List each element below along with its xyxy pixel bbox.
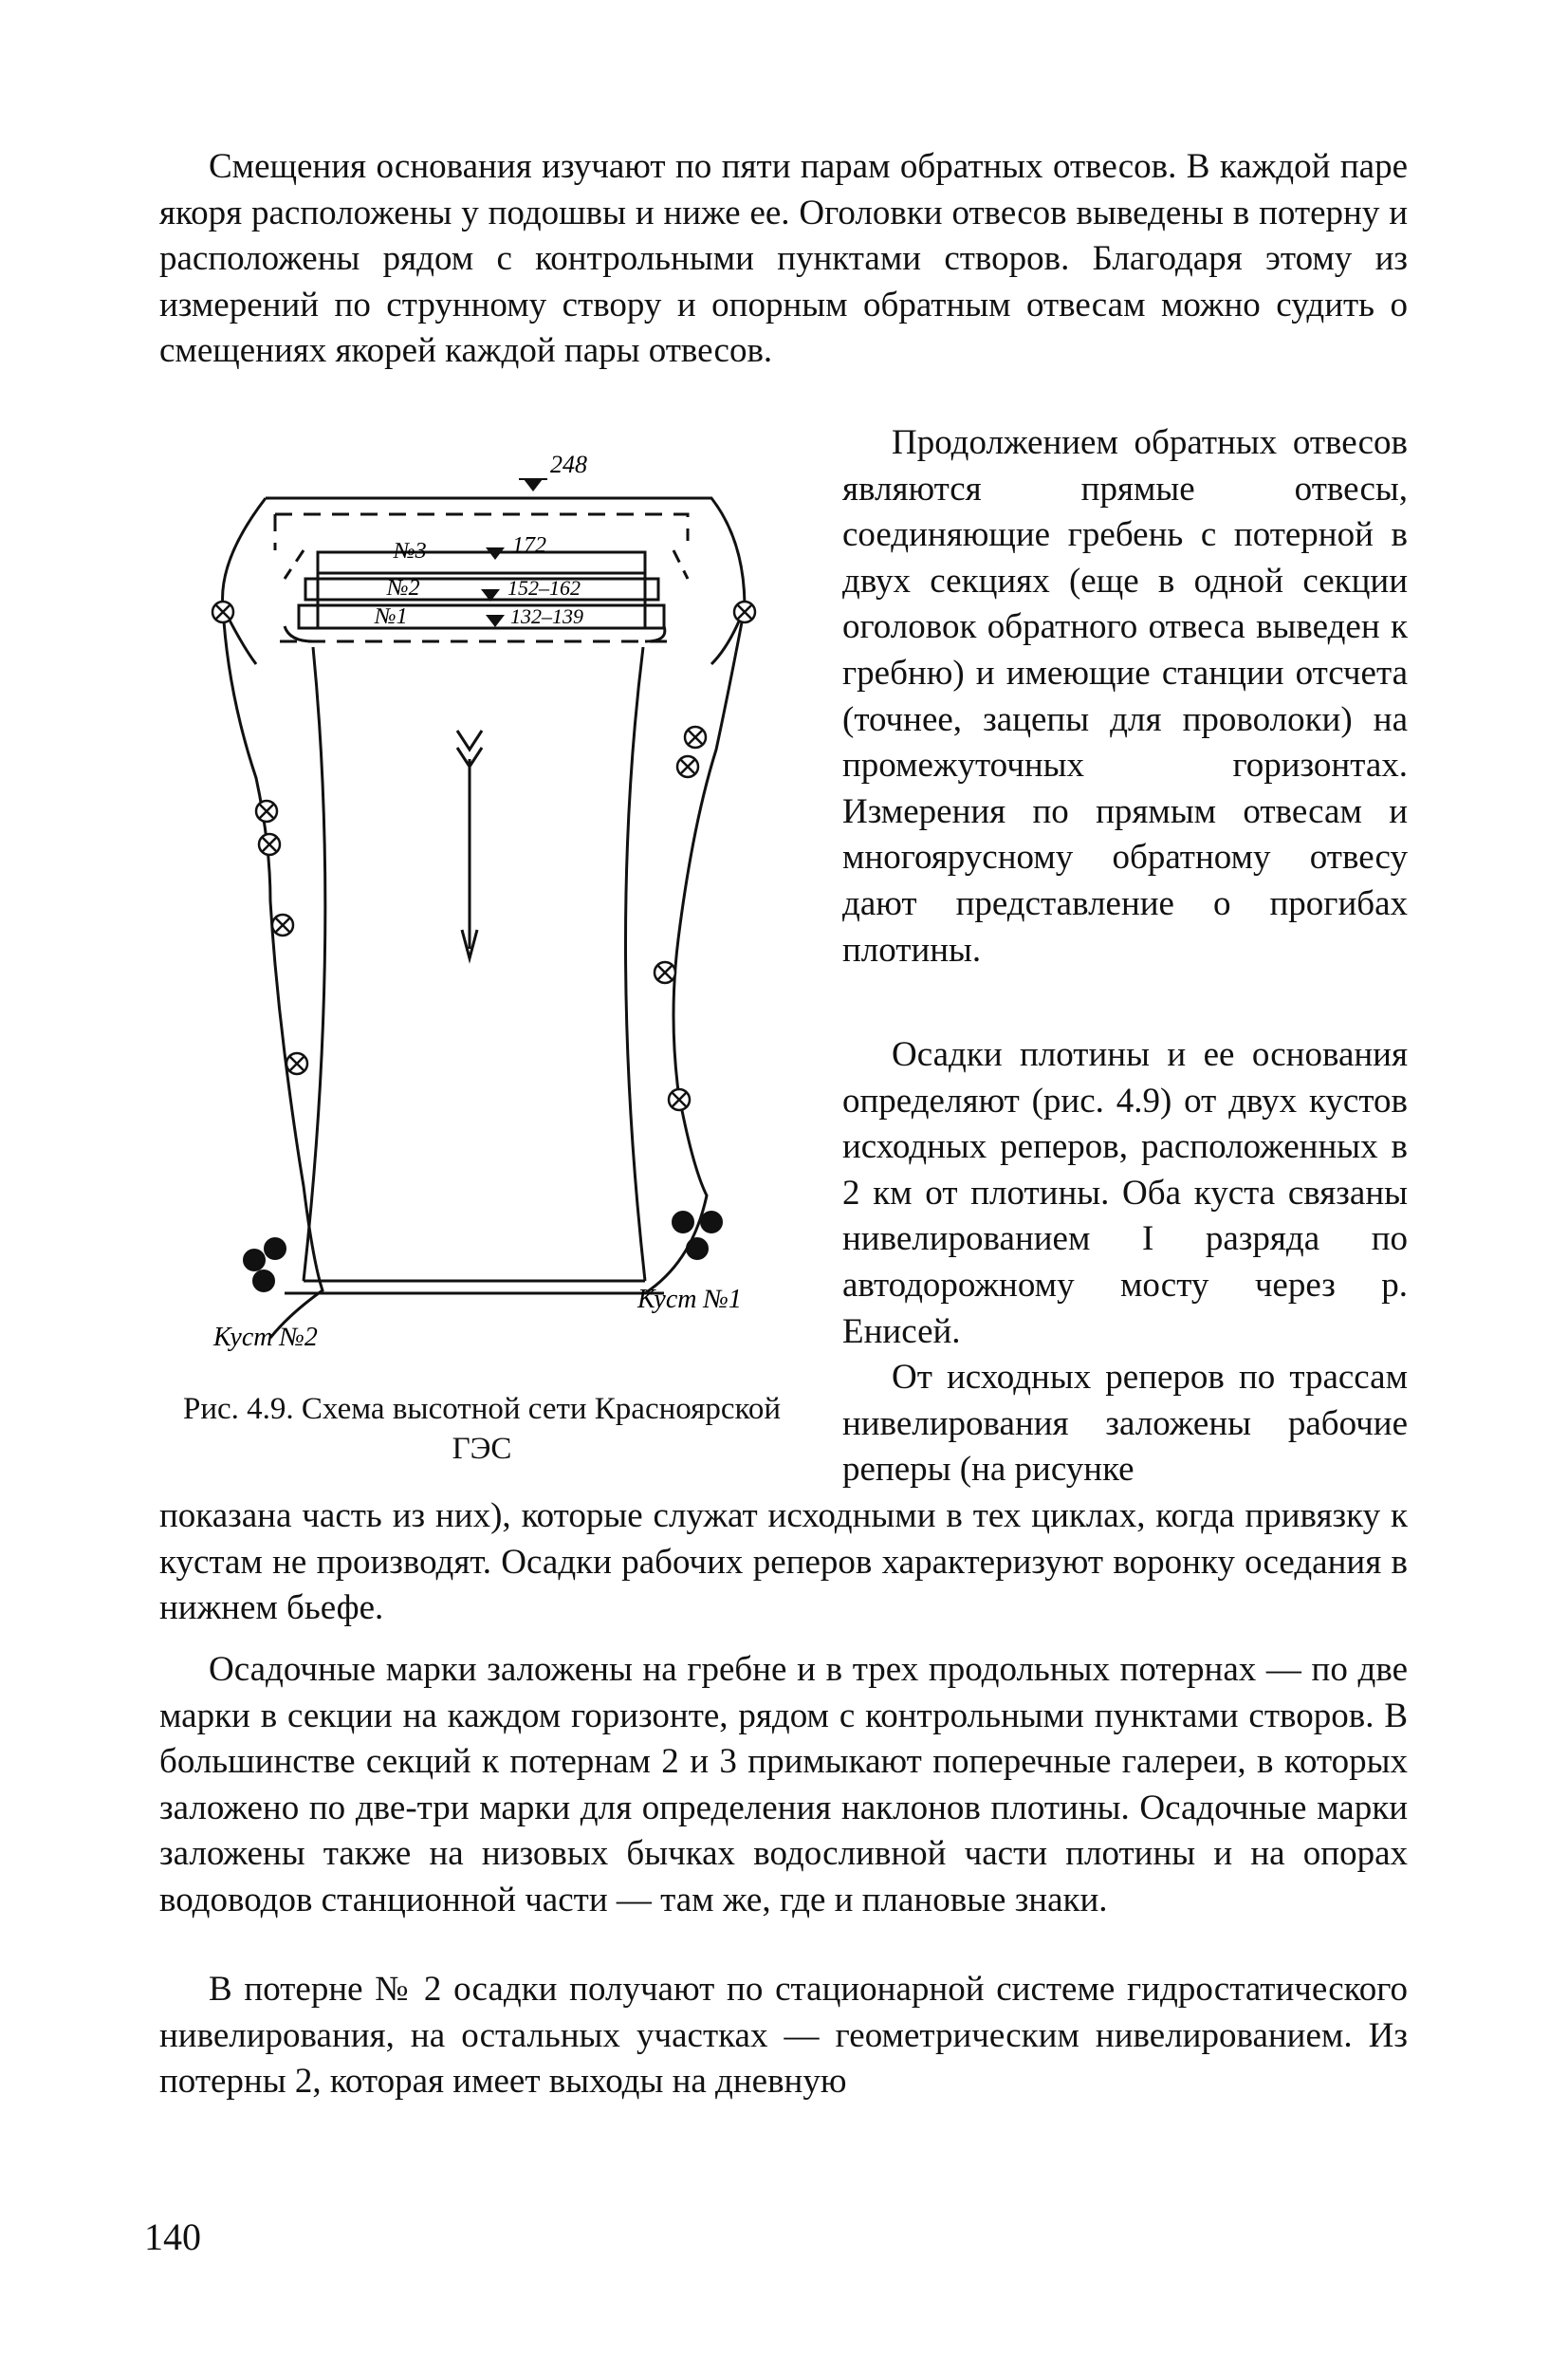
benchmark-icon — [685, 727, 706, 748]
levelling-route-left — [223, 607, 323, 1338]
level-triangle-icon — [486, 615, 505, 627]
figure-levelling-network — [199, 446, 768, 1357]
gallery-2-label: №2 — [387, 576, 420, 601]
figure-caption: Рис. 4.9. Схема высотной сети Красноярской ГЭС — [183, 1392, 781, 1466]
dam-crest-outline-left — [223, 498, 266, 664]
paragraph-working-benchmarks: От исходных реперов по трассам нивелирования заложены рабочие реперы (на рисунке — [842, 1358, 1408, 1490]
benchmark-icon — [655, 962, 675, 983]
gallery-3-label: №3 — [394, 539, 427, 564]
benchmark-icon — [212, 602, 233, 622]
paragraph-settlement-marks: Осадочные марки заложены на гребне и в трех продольных потернах — по две марки в секции на каждом горизонте, рядом с контрольными пунктами створов. В большинстве секций к потернам 2 и 3 примыкают поперечные галереи, в которых заложено по две-три марки для определения наклонов плотины. Осадочные марки заложены также на низовых бычках водосливной части плотины и на опорах водоводов станционной части — там же, где и плановые знаки. — [159, 1650, 1408, 1919]
gallery-1-mark: 132–139 — [510, 604, 583, 628]
level-triangle-icon — [524, 479, 543, 491]
dam-crest-outline-right — [266, 498, 745, 664]
benchmark-cluster-2 — [244, 1238, 286, 1291]
gallery-1-label: №1 — [375, 604, 408, 629]
dam-scheme-diagram — [199, 446, 768, 1357]
dam-body-left — [304, 647, 325, 1281]
gallery-1 — [299, 605, 664, 628]
benchmark-icon — [256, 801, 277, 822]
levelling-route-right — [645, 607, 745, 1293]
paragraph-pendulums: Смещения основания изучают по пяти парам обратных отвесов. В каждой паре якоря расположены у подошвы и ниже ее. Оголовки отвесов выведены в потерну и расположены рядом с контрольными пунктами створов. Благодаря этому из измерений по струнному створу и опорным обратным отвесам можно судить о смещениях якорей каждой пары отвесов. — [159, 147, 1408, 371]
benchmark-icon — [259, 834, 280, 855]
dam-body-right — [625, 647, 645, 1281]
benchmark-cluster-1 — [673, 1212, 722, 1259]
benchmark-icon — [669, 1089, 690, 1110]
paragraph-settlement: Осадки плотины и ее основания определяют (рис. 4.9) от двух кустов исходных реперов, расположенных в 2 км от плотины. Оба куста связаны нивелированием I разряда по автодорожному мосту через р. Енисей. — [842, 1035, 1408, 1351]
cluster-1-label: Куст №1 — [637, 1285, 742, 1314]
gallery-3 — [318, 552, 645, 573]
crest-dashed-line — [275, 514, 688, 541]
gallery-3-mark: 172 — [512, 533, 546, 558]
page-number: 140 — [144, 2215, 201, 2258]
cluster-2-label: Куст №2 — [213, 1323, 318, 1352]
paragraph-working-benchmarks-cont: показана часть из них), которые служат исходными в тех циклах, когда привязку к кустам не производят. Осадки рабочих реперов характеризуют воронку оседания в нижнем бьефе. — [159, 1496, 1408, 1628]
gallery-2-mark: 152–162 — [507, 576, 581, 600]
benchmark-icon — [286, 1053, 307, 1074]
benchmark-icon — [734, 602, 755, 622]
paragraph-hydrostatic-levelling: В потерне № 2 осадки получают по стационарной системе гидростатического нивелирования, на остальных участках — геометрическим нивелированием. Из потерны 2, которая имеет выходы на дневную — [159, 1970, 1408, 2102]
paragraph-direct-pendulums: Продолжением обратных отвесов являются прямые отвесы, соединяющие гребень с потерной в двух секциях (еще в одной секции оголовок обратного отвеса выведен к гребню) и имеющие станции отсчета (точнее, зацепы для проволоки) на промежуточных горизонтах. Измерения по прямым отвесам и многоярусному обратному отвесу дают представление о прогибах плотины. — [842, 423, 1408, 970]
benchmark-icon — [677, 756, 698, 777]
crest-mark: 248 — [550, 451, 587, 478]
benchmark-icon — [272, 915, 293, 936]
